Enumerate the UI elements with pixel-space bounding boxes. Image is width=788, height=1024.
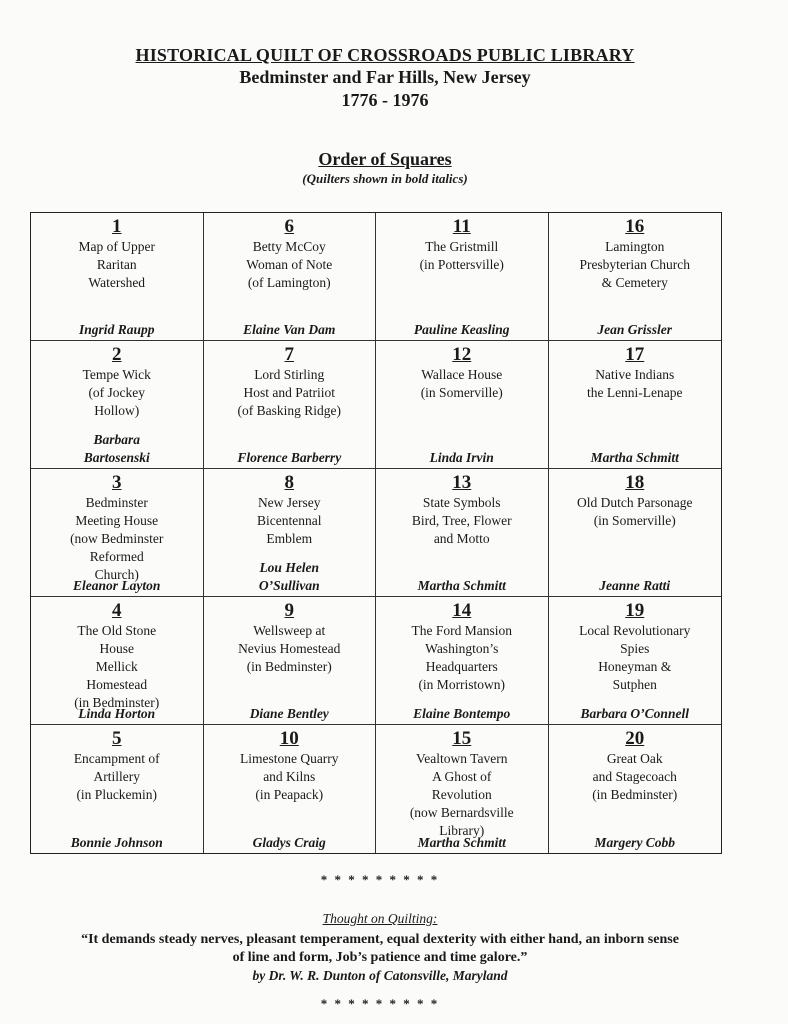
square-number: 1: [112, 216, 122, 237]
square-cell: [376, 213, 549, 341]
square-number: 8: [284, 472, 294, 493]
square-number: 9: [284, 600, 294, 621]
square-number: 18: [625, 472, 645, 493]
square-quilter: Gladys Craig: [252, 835, 326, 850]
square-quilter: Elaine Bontempo: [413, 706, 511, 721]
thought-section: [0, 910, 760, 985]
square-number: 13: [452, 472, 472, 493]
square-description: Lamington Presbyterian Church & Cemetery: [579, 239, 691, 290]
square-description: Wellsweep at Nevius Homestead (in Bedminster): [238, 623, 341, 674]
square-description: Great Oak and Stagecoach (in Bedminster): [592, 751, 678, 802]
square-number: 2: [112, 344, 122, 365]
square-cell: [376, 341, 549, 469]
square-cell: [204, 469, 377, 597]
quote-line-1: “It demands steady nerves, pleasant temperament, equal dexterity with either hand, an inborn sense: [81, 932, 679, 947]
square-number: 3: [112, 472, 122, 493]
square-quilter: Pauline Keasling: [413, 322, 510, 337]
square-number: 19: [625, 600, 645, 621]
square-cell: [376, 725, 549, 853]
square-description: Betty McCoy Woman of Note (of Lamington): [246, 239, 333, 290]
square-description: Vealtown Tavern A Ghost of Revolution (now Bernardsville Library): [409, 751, 514, 838]
square-quilter: Diane Bentley: [249, 706, 329, 721]
document-years: 1776 - 1976: [341, 90, 429, 110]
square-number: 12: [452, 344, 472, 365]
square-description: Tempe Wick (of Jockey Hollow): [82, 367, 151, 418]
document-title: HISTORICAL QUILT OF CROSSROADS PUBLIC LIBRARY: [135, 45, 635, 65]
order-section-heading: [0, 148, 770, 187]
order-note: (Quilters shown in bold italics): [302, 171, 468, 186]
square-quilter: Margery Cobb: [594, 835, 676, 850]
square-description: Map of Upper Raritan Watershed: [78, 239, 155, 290]
separator-top: * * * * * * * * *: [320, 872, 440, 887]
square-cell: [204, 213, 377, 341]
square-number: 5: [112, 728, 122, 749]
square-description: The Gristmill (in Pottersville): [419, 239, 504, 272]
square-cell: [204, 725, 377, 853]
square-cell: [31, 725, 204, 853]
square-number: 20: [625, 728, 645, 749]
square-description: Lord Stirling Host and Patriiot (of Basking Ridge): [237, 367, 341, 418]
square-quilter: Martha Schmitt: [590, 450, 679, 465]
quote-line-2: of line and form, Job’s patience and time galore.”: [232, 950, 528, 965]
square-quilter: Martha Schmitt: [417, 578, 506, 593]
square-quilter: Florence Barberry: [237, 450, 342, 465]
square-quilter: Barbara O’Connell: [580, 706, 689, 721]
square-description: Wallace House (in Somerville): [420, 367, 503, 400]
square-description: The Ford Mansion Washington’s Headquarters (in Morristown): [411, 623, 512, 692]
square-quilter: Linda Irvin: [429, 450, 494, 465]
square-number: 11: [452, 216, 471, 237]
square-quilter: Ingrid Raupp: [79, 322, 155, 337]
square-quilter: Linda Horton: [78, 706, 156, 721]
square-cell: [549, 469, 722, 597]
square-number: 7: [284, 344, 294, 365]
square-cell: [31, 597, 204, 725]
thought-heading: Thought on Quilting:: [322, 911, 438, 926]
square-cell: [31, 213, 204, 341]
square-description: Native Indians the Lenni-Lenape: [586, 367, 683, 400]
square-number: 10: [279, 728, 299, 749]
square-quilter: Elaine Van Dam: [243, 322, 336, 337]
square-number: 17: [625, 344, 645, 365]
square-quilter: Martha Schmitt: [417, 835, 506, 850]
square-number: 6: [284, 216, 294, 237]
header: [0, 44, 770, 112]
square-cell: [549, 725, 722, 853]
square-cell: [549, 341, 722, 469]
square-quilter: Jean Grissler: [597, 322, 673, 337]
order-title: Order of Squares: [318, 149, 452, 169]
square-quilter: Eleanor Layton: [73, 578, 161, 593]
square-cell: [549, 213, 722, 341]
document-subtitle: Bedminster and Far Hills, New Jersey: [239, 67, 531, 87]
square-cell: [549, 597, 722, 725]
square-quilter: Lou Helen O’Sullivan: [258, 560, 320, 593]
square-description: New Jersey Bicentennal Emblem: [257, 495, 322, 546]
quote-attribution: by Dr. W. R. Dunton of Catonsville, Maryland: [252, 968, 508, 983]
square-cell: [31, 341, 204, 469]
squares-grid: [30, 212, 722, 854]
separator-bottom: * * * * * * * * *: [320, 996, 440, 1011]
square-number: 4: [112, 600, 122, 621]
square-description: The Old Stone House Mellick Homestead (in Bedminster): [74, 623, 160, 710]
square-quilter: Bonnie Johnson: [70, 835, 163, 850]
square-description: State Symbols Bird, Tree, Flower and Motto: [411, 495, 512, 546]
square-cell: [376, 597, 549, 725]
square-description: Bedminster Meeting House (now Bedminster Reformed Church): [70, 495, 164, 582]
square-description: Limestone Quarry and Kilns (in Peapack): [239, 751, 339, 802]
square-description: Old Dutch Parsonage (in Somerville): [577, 495, 693, 528]
square-description: Local Revolutionary Spies Honeyman & Sutphen: [579, 623, 691, 692]
square-number: 16: [625, 216, 645, 237]
square-quilter: Barbara Bartosenski: [83, 432, 150, 465]
square-number: 15: [452, 728, 472, 749]
square-number: 14: [452, 600, 472, 621]
square-quilter: Jeanne Ratti: [599, 578, 671, 593]
square-cell: [204, 341, 377, 469]
square-cell: [376, 469, 549, 597]
square-cell: [31, 469, 204, 597]
square-cell: [204, 597, 377, 725]
square-description: Encampment of Artillery (in Pluckemin): [73, 751, 160, 802]
